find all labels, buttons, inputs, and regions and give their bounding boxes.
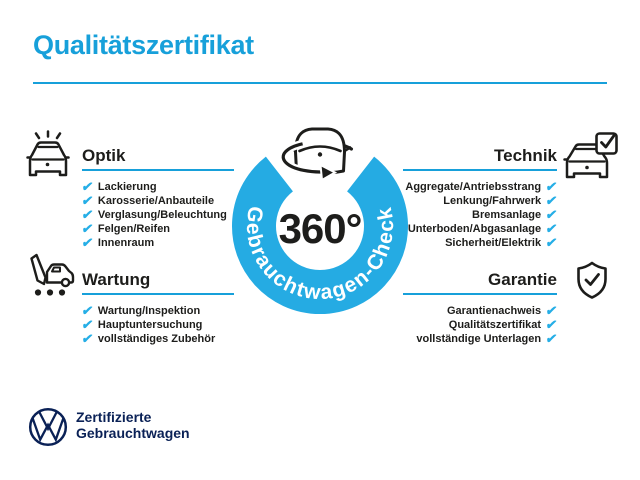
section-heading: Wartung <box>82 270 151 289</box>
checklist-item-label: Sicherheit/Elektrik <box>445 237 542 249</box>
checklist <box>403 180 557 250</box>
checklist-item <box>403 208 557 222</box>
checklist-item <box>403 222 557 236</box>
footer-brand <box>76 409 190 441</box>
check-icon: ✔ <box>544 303 559 318</box>
checklist-item-label: Aggregate/Antriebsstrang <box>405 181 542 193</box>
section-heading: Optik <box>82 146 126 165</box>
checklist <box>82 180 234 250</box>
section-heading: Garantie <box>488 270 557 289</box>
page-title: Qualitätszertifikat <box>33 30 254 60</box>
section-garantie <box>403 270 557 346</box>
checklist-item <box>82 194 234 208</box>
section-optik <box>82 146 234 250</box>
badge-value: 360° <box>278 205 362 252</box>
vw-logo <box>28 407 68 447</box>
section-heading: Technik <box>494 146 557 165</box>
check-icon: ✔ <box>80 303 95 318</box>
checklist-item <box>82 304 234 318</box>
checklist-item-label: Hauptuntersuchung <box>97 319 203 331</box>
section-technik <box>403 146 557 250</box>
title-divider <box>33 82 607 84</box>
section-underline <box>403 293 557 295</box>
checklist-item <box>403 194 557 208</box>
check-icon: ✔ <box>80 331 95 346</box>
checklist-item <box>82 222 234 236</box>
checklist-item <box>82 180 234 194</box>
checklist-item-label: Lenkung/Fahrwerk <box>443 195 542 207</box>
footer-brand-line1: Zertifizierte <box>76 409 152 425</box>
checklist-item-label: vollständiges Zubehör <box>97 333 216 345</box>
checklist-item-label: vollständige Unterlagen <box>416 333 542 345</box>
shield-check-icon <box>574 260 610 300</box>
checklist-item-label: Lackierung <box>97 181 157 193</box>
section-underline <box>82 293 234 295</box>
check-icon: ✔ <box>544 317 559 332</box>
checklist <box>403 304 557 346</box>
checklist-item <box>403 236 557 250</box>
car-front-shine-icon <box>26 130 72 178</box>
footer-brand-line2: Gebrauchtwagen <box>76 425 190 441</box>
checklist-item-label: Karosserie/Anbauteile <box>97 195 215 207</box>
checklist-item <box>403 332 557 346</box>
checklist-item <box>82 318 234 332</box>
check-icon: ✔ <box>544 179 559 194</box>
checklist-item <box>403 304 557 318</box>
checklist-item <box>403 180 557 194</box>
checklist-item-label: Qualitätszertifikat <box>448 319 542 331</box>
section-underline <box>403 169 557 171</box>
section-wartung <box>82 270 234 346</box>
check-icon: ✔ <box>80 207 95 222</box>
checklist-item-label: Innenraum <box>97 237 155 249</box>
check-icon: ✔ <box>544 207 559 222</box>
checklist-pen-car-icon <box>24 252 76 300</box>
checklist-item-label: Garantienachweis <box>446 305 542 317</box>
checklist-item <box>82 332 234 346</box>
badge-ring-label: Gebrauchtwagen-Check <box>241 204 399 305</box>
section-underline <box>82 169 234 171</box>
check-icon: ✔ <box>544 235 559 250</box>
car-checkbox-icon <box>562 128 620 180</box>
check-icon: ✔ <box>544 331 559 346</box>
checklist-item-label: Bremsanlage <box>472 209 542 221</box>
checklist-item-label: Unterboden/Abgasanlage <box>407 223 542 235</box>
checklist-item <box>403 318 557 332</box>
checklist <box>82 304 234 346</box>
check-icon: ✔ <box>80 179 95 194</box>
check-icon: ✔ <box>544 221 559 236</box>
checklist-item-label: Felgen/Reifen <box>97 223 171 235</box>
check-icon: ✔ <box>80 193 95 208</box>
checklist-item <box>82 236 234 250</box>
check-icon: ✔ <box>80 317 95 332</box>
check-icon: ✔ <box>80 235 95 250</box>
check-icon: ✔ <box>544 193 559 208</box>
checklist-item-label: Wartung/Inspektion <box>97 305 201 317</box>
checklist-item-label: Verglasung/Beleuchtung <box>97 209 227 221</box>
check-icon: ✔ <box>80 221 95 236</box>
checklist-item <box>82 208 234 222</box>
